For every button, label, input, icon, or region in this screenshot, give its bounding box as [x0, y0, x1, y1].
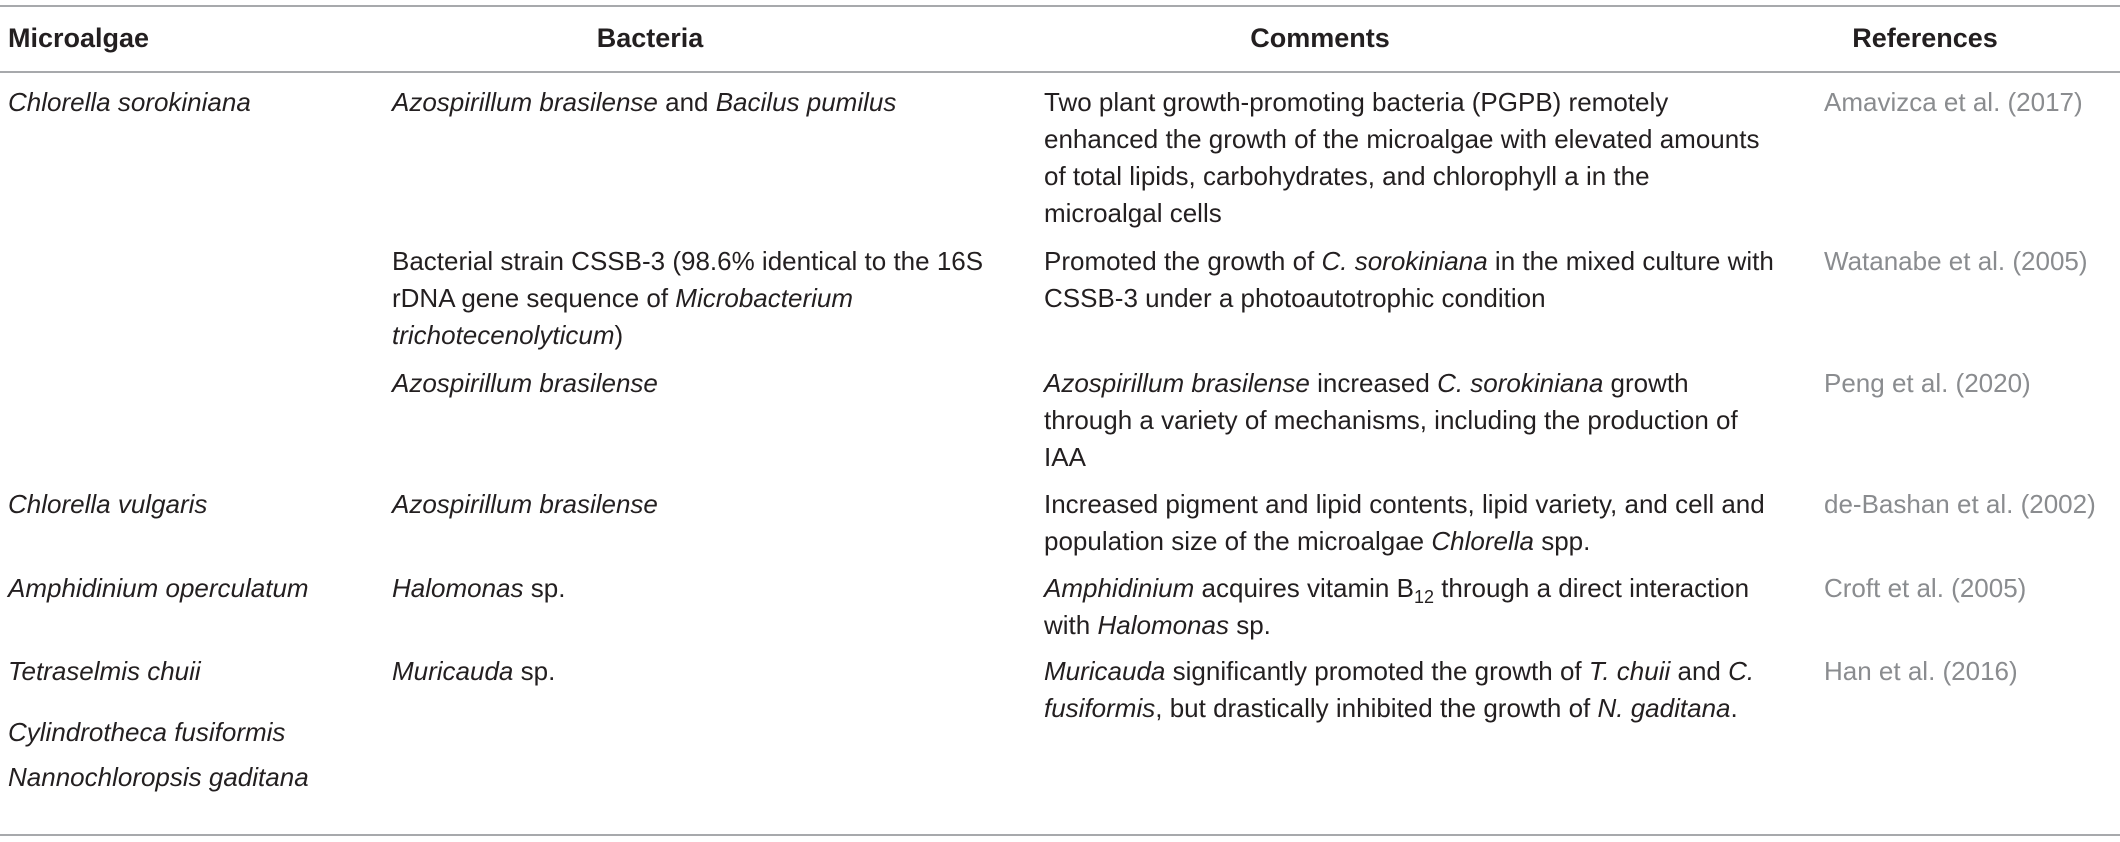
table-row-1-reference[interactable]: Amavizca et al. (2017)	[1824, 87, 2083, 117]
microalgae-name: Tetraselmis chuii	[8, 656, 201, 686]
table-row-2-comments: Promoted the growth of C. sorokiniana in the mixed culture with CSSB-3 under a photoautotrophic condition	[1044, 246, 1774, 313]
table-row-3-reference[interactable]: Peng et al. (2020)	[1824, 368, 2031, 398]
table-row-6-bacteria: Muricauda sp.	[392, 656, 556, 686]
table-row-3-bacteria: Azospirillum brasilense	[392, 368, 658, 398]
header-microalgae: Microalgae	[8, 23, 150, 53]
table-row-5-comments: Amphidinium acquires vitamin $B_{12}$ through a direct interaction with Halomonas sp.	[1044, 573, 1750, 640]
table-row-5-microalgae	[8, 570, 378, 607]
table-row-6-reference[interactable]: Han et al. (2016)	[1824, 656, 2018, 686]
microalgae-name: Nannochloropsis gaditana	[8, 762, 309, 792]
table-row-4-microalgae	[8, 486, 378, 523]
table-row-4-reference[interactable]: de-Bashan et al. (2002)	[1824, 489, 2096, 519]
table-row-1-comments: Two plant growth-promoting bacteria (PGPB) remotely enhanced the growth of the microalgae with elevated amounts of total lipids, carbohydrates, and chlorophyll a in the microalgal cells	[1044, 87, 1760, 228]
header-comments: Comments	[1250, 23, 1390, 53]
microalgae-name: Chlorella sorokiniana	[8, 87, 251, 117]
header-bacteria: Bacteria	[596, 23, 704, 53]
table-row-4-comments: Increased pigment and lipid contents, lipid variety, and cell and population size of the microalgae Chlorella spp.	[1044, 489, 1765, 556]
table-row-3-comments: Azospirillum brasilense increased C. sorokiniana growth through a variety of mechanisms, including the production of IAA	[1044, 368, 1738, 472]
table-row-1-microalgae	[8, 84, 378, 121]
table-row-2-reference[interactable]: Watanabe et al. (2005)	[1824, 246, 2088, 276]
table-row-6-microalgae	[8, 653, 378, 796]
table-top-rule	[0, 5, 2120, 7]
microalgae-name: Cylindrotheca fusiformis	[8, 717, 286, 747]
microalgae-name: Amphidinium operculatum	[8, 573, 309, 603]
table-row-2-bacteria: Bacterial strain CSSB-3 (98.6% identical to the 16S rDNA gene sequence of Microbacterium trichotecenolyticum)	[392, 246, 984, 350]
microalgae-name: Chlorella vulgaris	[8, 489, 208, 519]
table-row-4-bacteria: Azospirillum brasilense	[392, 489, 658, 519]
table-row-1-bacteria: Azospirillum brasilense and Bacilus pumilus	[392, 87, 897, 117]
table-header-rule	[0, 71, 2120, 73]
table-bottom-rule	[0, 834, 2120, 836]
header-references: References	[1852, 23, 1998, 53]
table-row-5-reference[interactable]: Croft et al. (2005)	[1824, 573, 2027, 603]
table-row-5-bacteria: Halomonas sp.	[392, 573, 566, 603]
table-row-6-comments: Muricauda significantly promoted the growth of T. chuii and C. fusiformis, but drastically inhibited the growth of N. gaditana.	[1044, 656, 1755, 723]
